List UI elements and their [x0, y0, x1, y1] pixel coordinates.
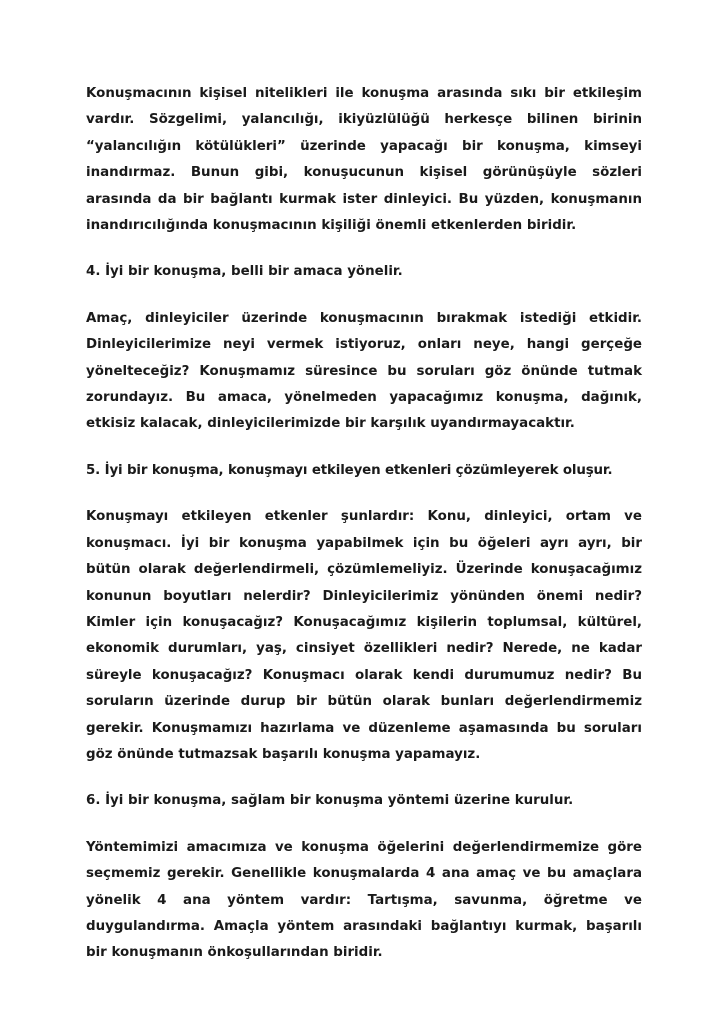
document-page: [86, 81, 642, 987]
heading-purpose: 4. İyi bir konuşma, belli bir amaca yönelir.: [86, 264, 403, 280]
paragraph-factors: Konuşmayı etkileyen etkenler şunlardır: Konu, dinleyici, ortam ve konuşmacı. İyi bir konuşma yapabilmek için bu öğeleri ayrı ayrı, bir bütün olarak değerlendirmeli, çözümlemeliyiz. Üzerinde konuşacağımız konunun boyutları nelerdir? Dinleyicilerimiz yönünden önemi nedir? Kimler için konuşacağız? Konuşacağımız kişilerin toplumsal, kültürel, ekonomik durumları, yaş, cinsiyet özellikleri nedir? Nerede, ne kadar süreyle konuşacağız? Konuşmacı olarak kendi durumumuz nedir? Bu soruların üzerinde durup bir bütün olarak bunları değerlendirmemiz gerekir. Konuşmamızı hazırlama ve düzenleme aşamasında bu soruları göz önünde tutmazsak başarılı konuşma yapamayız.: [86, 509, 642, 762]
heading-method: 6. İyi bir konuşma, sağlam bir konuşma yöntemi üzerine kurulur.: [86, 793, 574, 809]
paragraph-speaker-personality: Konuşmacının kişisel nitelikleri ile konuşma arasında sıkı bir etkileşim vardır. Sözgelimi, yalancılığı, ikiyüzlülüğü herkesçe bilinen birinin “yalancılığın kötülükleri” üzerinde yapacağı bir konuşma, kimseyi inandırmaz. Bunun gibi, konuşucunun kişisel görünüşüyle sözleri arasında da bir bağlantı kurmak ister dinleyici. Bu yüzden, konuşmanın inandırıcılığında konuşmacının kişiliği önemli etkenlerden biridir.: [86, 86, 642, 234]
heading-factors: 5. İyi bir konuşma, konuşmayı etkileyen etkenleri çözümleyerek oluşur.: [86, 462, 613, 478]
paragraph-method: Yöntemimizi amacımıza ve konuşma öğelerini değerlendirmemize göre seçmemiz gerekir. Genellikle konuşmalarda 4 ana amaç ve bu amaçlara yönelik 4 ana yöntem vardır: Tartışma, savunma, öğretme ve duygulandırma. Amaçla yöntem arasındaki bağlantıyı kurmak, başarılı bir konuşmanın önkoşullarından biridir.: [86, 839, 642, 961]
paragraph-purpose: Amaç, dinleyiciler üzerinde konuşmacının bırakmak istediği etkidir. Dinleyicilerimize neyi vermek istiyoruz, onları neye, hangi gerçeğe yönelteceğiz? Konuşmamız süresince bu soruları göz önünde tutmak zorundayız. Bu amaca, yönelmeden yapacağımız konuşma, dağınık, etkisiz kalacak, dinleyicilerimizde bir karşılık uyandırmayacaktır.: [86, 310, 642, 432]
